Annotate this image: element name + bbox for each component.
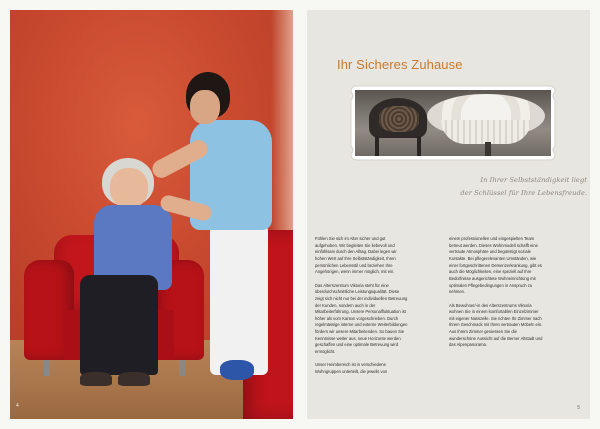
nurse-face xyxy=(190,90,220,124)
nurse-trousers xyxy=(210,225,268,375)
senior-woman-shoe xyxy=(80,372,112,386)
quote-line: In Ihrer Selbstständigkeit liegt xyxy=(480,176,587,184)
quote-line: der Schlüssel für Ihre Lebensfreude. xyxy=(460,188,587,197)
senior-woman-face xyxy=(110,168,148,208)
senior-woman-trousers xyxy=(80,275,158,375)
antique-chair-leg xyxy=(417,136,421,156)
lace-tablecloth-drape xyxy=(441,120,531,144)
right-page-number: 5 xyxy=(577,405,580,411)
antique-chair-cushion xyxy=(379,106,419,132)
page-title: Ihr Sicheres Zuhause xyxy=(337,57,463,72)
paragraph: einem professionellen und eingespielten Team betreut werden. Dieses Wohnmodell schafft eine vertraute Atmosphäre und begünstigt soziale Kontakte. Bei pflegerelevanten Umständen, wie einer fortgeschrittenen Demenzerkrankung, gibt es auch die Möglichkeiten, eine speziell auf Ihre Bedürfnisse ausgerichtete Wohneinrichtung mit optimalen Pflegebedingungen in Anspruch zu nehmen. xyxy=(449,236,542,295)
paragraph: Fühlen Sie sich im Alter sicher und gut aufgehoben. Wir begleiten Sie liebevoll und einfühlsam durch den Alltag. Dabei legen wir hohen Wert auf Ihre Selbstständigkeit, Ihren persönlichen Lebensstil und beziehen Ihre Angehörigen, wenn immer möglich, mit ein. xyxy=(315,236,397,275)
armchair-leg xyxy=(179,360,185,376)
right-page xyxy=(307,10,590,419)
left-page-photo xyxy=(10,10,293,419)
paragraph: Das Alterszentrum Viktoria steht für eine überdurchschnittliche Leistungsqualität. Diese zeigt sich nicht nur bei der individuellen Betreuung der Kunden, sondern auch in der Mitarbeiterführung. Unsere Personalfluktuation ist höher als vom Kanton vorgeschrieben. Durch regelmässige interne und externe Weiterbildungen fördern wir unsere Mitarbeitenden. So bauen Sie Kenntnisse weiter aus, neue Horizonte werden geschaffen und eine optimale Betreuung wird ermöglicht. xyxy=(315,282,408,355)
paragraph: Unser Heimbereich ist in verschiedene Wohngruppen unterteilt, die jeweils von xyxy=(315,362,388,374)
table-leg xyxy=(485,142,491,156)
nurse-shoe xyxy=(220,360,254,380)
antique-chair-leg xyxy=(375,136,379,156)
left-page-number: 4 xyxy=(16,403,19,409)
text-column-left xyxy=(315,236,409,382)
armchair-leg xyxy=(44,360,50,376)
paragraph: Als Bewohner/-in des Alterszentrums Viktoria wohnen Sie in einem komfortablen Einzelzimmer mit eigener Nasszelle. Sie richten Ihr Zimmer nach Ihrem Geschmack mit Ihren vertrauten Möbeln ein. Aus Ihrem Zimmer geniessen Sie die wunderschöne Aussicht auf die Berner Altstadt und das Alpenpanorama. xyxy=(449,302,543,348)
ornamental-photo-banner xyxy=(349,84,557,162)
text-column-right xyxy=(449,236,543,356)
room-photo xyxy=(355,90,551,156)
senior-woman-shoe xyxy=(118,372,150,386)
script-quote xyxy=(339,174,587,199)
